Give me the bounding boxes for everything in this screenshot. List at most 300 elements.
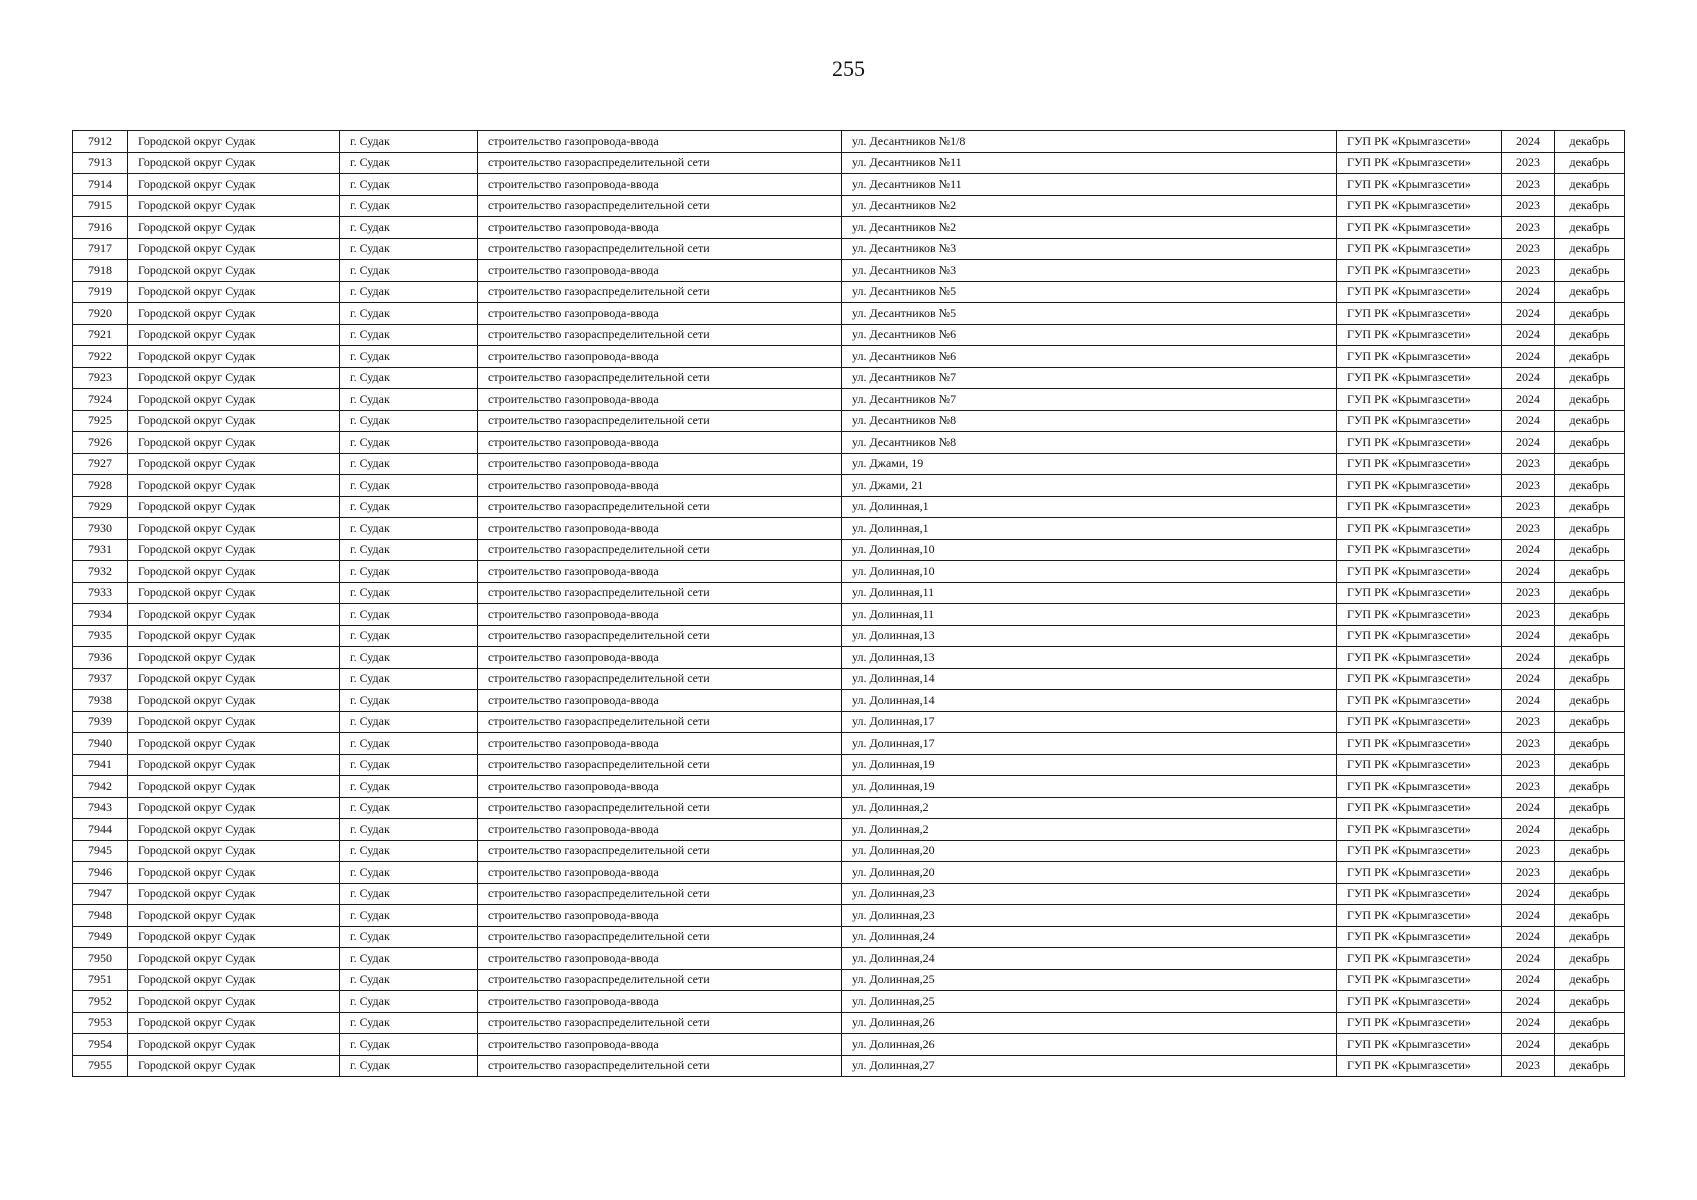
month-cell: декабрь — [1555, 1034, 1625, 1056]
table-row — [73, 647, 1625, 669]
address-cell: ул. Долинная,19 — [842, 754, 1337, 776]
work-type-cell: строительство газопровода-ввода — [478, 991, 842, 1013]
district-cell: Городской округ Судак — [128, 797, 340, 819]
district-cell: Городской округ Судак — [128, 926, 340, 948]
work-type-cell: строительство газопровода-ввода — [478, 518, 842, 540]
address-cell: ул. Десантников №7 — [842, 367, 1337, 389]
month-cell: декабрь — [1555, 690, 1625, 712]
year-cell: 2023 — [1502, 1055, 1555, 1077]
work-type-cell: строительство газопровода-ввода — [478, 475, 842, 497]
year-cell: 2023 — [1502, 453, 1555, 475]
address-cell: ул. Джами, 19 — [842, 453, 1337, 475]
row-number-cell: 7912 — [73, 131, 128, 153]
organization-cell: ГУП РК «Крымгазсети» — [1337, 1055, 1502, 1077]
organization-cell: ГУП РК «Крымгазсети» — [1337, 625, 1502, 647]
year-cell: 2024 — [1502, 303, 1555, 325]
month-cell: декабрь — [1555, 432, 1625, 454]
organization-cell: ГУП РК «Крымгазсети» — [1337, 410, 1502, 432]
organization-cell: ГУП РК «Крымгазсети» — [1337, 690, 1502, 712]
district-cell: Городской округ Судак — [128, 604, 340, 626]
city-cell: г. Судак — [340, 539, 478, 561]
month-cell: декабрь — [1555, 625, 1625, 647]
year-cell: 2023 — [1502, 238, 1555, 260]
district-cell: Городской округ Судак — [128, 324, 340, 346]
work-type-cell: строительство газопровода-ввода — [478, 432, 842, 454]
district-cell: Городской округ Судак — [128, 561, 340, 583]
work-type-cell: строительство газопровода-ввода — [478, 862, 842, 884]
row-number-cell: 7918 — [73, 260, 128, 282]
row-number-cell: 7953 — [73, 1012, 128, 1034]
organization-cell: ГУП РК «Крымгазсети» — [1337, 905, 1502, 927]
year-cell: 2023 — [1502, 582, 1555, 604]
work-type-cell: строительство газораспределительной сети — [478, 539, 842, 561]
month-cell: декабрь — [1555, 948, 1625, 970]
district-cell: Городской округ Судак — [128, 238, 340, 260]
city-cell: г. Судак — [340, 238, 478, 260]
city-cell: г. Судак — [340, 303, 478, 325]
year-cell: 2023 — [1502, 217, 1555, 239]
district-cell: Городской округ Судак — [128, 776, 340, 798]
table-row — [73, 367, 1625, 389]
table-row — [73, 776, 1625, 798]
address-cell: ул. Долинная,26 — [842, 1034, 1337, 1056]
address-cell: ул. Долинная,2 — [842, 797, 1337, 819]
work-type-cell: строительство газораспределительной сети — [478, 152, 842, 174]
district-cell: Городской округ Судак — [128, 453, 340, 475]
row-number-cell: 7938 — [73, 690, 128, 712]
table-row — [73, 432, 1625, 454]
month-cell: декабрь — [1555, 410, 1625, 432]
organization-cell: ГУП РК «Крымгазсети» — [1337, 948, 1502, 970]
work-type-cell: строительство газораспределительной сети — [478, 410, 842, 432]
address-cell: ул. Долинная,10 — [842, 539, 1337, 561]
work-type-cell: строительство газораспределительной сети — [478, 281, 842, 303]
organization-cell: ГУП РК «Крымгазсети» — [1337, 1012, 1502, 1034]
city-cell: г. Судак — [340, 1055, 478, 1077]
row-number-cell: 7926 — [73, 432, 128, 454]
city-cell: г. Судак — [340, 174, 478, 196]
organization-cell: ГУП РК «Крымгазсети» — [1337, 647, 1502, 669]
row-number-cell: 7929 — [73, 496, 128, 518]
year-cell: 2024 — [1502, 281, 1555, 303]
organization-cell: ГУП РК «Крымгазсети» — [1337, 238, 1502, 260]
table-row — [73, 410, 1625, 432]
work-type-cell: строительство газопровода-ввода — [478, 604, 842, 626]
month-cell: декабрь — [1555, 539, 1625, 561]
city-cell: г. Судак — [340, 260, 478, 282]
address-cell: ул. Долинная,25 — [842, 969, 1337, 991]
row-number-cell: 7936 — [73, 647, 128, 669]
organization-cell: ГУП РК «Крымгазсети» — [1337, 453, 1502, 475]
row-number-cell: 7922 — [73, 346, 128, 368]
work-type-cell: строительство газораспределительной сети — [478, 324, 842, 346]
organization-cell: ГУП РК «Крымгазсети» — [1337, 604, 1502, 626]
month-cell: декабрь — [1555, 453, 1625, 475]
month-cell: декабрь — [1555, 991, 1625, 1013]
month-cell: декабрь — [1555, 862, 1625, 884]
district-cell: Городской округ Судак — [128, 690, 340, 712]
district-cell: Городской округ Судак — [128, 389, 340, 411]
city-cell: г. Судак — [340, 453, 478, 475]
table-row — [73, 1012, 1625, 1034]
table-row — [73, 905, 1625, 927]
row-number-cell: 7933 — [73, 582, 128, 604]
address-cell: ул. Долинная,23 — [842, 883, 1337, 905]
work-type-cell: строительство газораспределительной сети — [478, 754, 842, 776]
work-type-cell: строительство газопровода-ввода — [478, 776, 842, 798]
month-cell: декабрь — [1555, 281, 1625, 303]
year-cell: 2024 — [1502, 668, 1555, 690]
address-cell: ул. Долинная,25 — [842, 991, 1337, 1013]
row-number-cell: 7935 — [73, 625, 128, 647]
city-cell: г. Судак — [340, 217, 478, 239]
row-number-cell: 7927 — [73, 453, 128, 475]
table-row — [73, 389, 1625, 411]
year-cell: 2023 — [1502, 174, 1555, 196]
district-cell: Городской округ Судак — [128, 432, 340, 454]
table-row — [73, 948, 1625, 970]
address-cell: ул. Десантников №3 — [842, 238, 1337, 260]
organization-cell: ГУП РК «Крымгазсети» — [1337, 367, 1502, 389]
district-cell: Городской округ Судак — [128, 819, 340, 841]
work-type-cell: строительство газораспределительной сети — [478, 1055, 842, 1077]
table-row — [73, 625, 1625, 647]
month-cell: декабрь — [1555, 711, 1625, 733]
year-cell: 2024 — [1502, 819, 1555, 841]
district-cell: Городской округ Судак — [128, 862, 340, 884]
city-cell: г. Судак — [340, 625, 478, 647]
row-number-cell: 7913 — [73, 152, 128, 174]
row-number-cell: 7932 — [73, 561, 128, 583]
row-number-cell: 7941 — [73, 754, 128, 776]
row-number-cell: 7925 — [73, 410, 128, 432]
row-number-cell: 7921 — [73, 324, 128, 346]
organization-cell: ГУП РК «Крымгазсети» — [1337, 561, 1502, 583]
district-cell: Городской округ Судак — [128, 883, 340, 905]
district-cell: Городской округ Судак — [128, 303, 340, 325]
organization-cell: ГУП РК «Крымгазсети» — [1337, 776, 1502, 798]
organization-cell: ГУП РК «Крымгазсети» — [1337, 195, 1502, 217]
row-number-cell: 7934 — [73, 604, 128, 626]
work-type-cell: строительство газопровода-ввода — [478, 131, 842, 153]
year-cell: 2023 — [1502, 152, 1555, 174]
table-row — [73, 883, 1625, 905]
city-cell: г. Судак — [340, 582, 478, 604]
month-cell: декабрь — [1555, 647, 1625, 669]
row-number-cell: 7942 — [73, 776, 128, 798]
district-cell: Городской округ Судак — [128, 496, 340, 518]
table-row — [73, 453, 1625, 475]
district-cell: Городской округ Судак — [128, 195, 340, 217]
organization-cell: ГУП РК «Крымгазсети» — [1337, 346, 1502, 368]
row-number-cell: 7954 — [73, 1034, 128, 1056]
organization-cell: ГУП РК «Крымгазсети» — [1337, 496, 1502, 518]
table-row — [73, 131, 1625, 153]
organization-cell: ГУП РК «Крымгазсети» — [1337, 840, 1502, 862]
month-cell: декабрь — [1555, 668, 1625, 690]
work-type-cell: строительство газораспределительной сети — [478, 840, 842, 862]
district-cell: Городской округ Судак — [128, 475, 340, 497]
work-type-cell: строительство газораспределительной сети — [478, 926, 842, 948]
city-cell: г. Судак — [340, 690, 478, 712]
month-cell: декабрь — [1555, 819, 1625, 841]
district-cell: Городской округ Судак — [128, 518, 340, 540]
work-type-cell: строительство газораспределительной сети — [478, 883, 842, 905]
district-cell: Городской округ Судак — [128, 647, 340, 669]
address-cell: ул. Долинная,14 — [842, 668, 1337, 690]
work-type-cell: строительство газопровода-ввода — [478, 217, 842, 239]
year-cell: 2023 — [1502, 840, 1555, 862]
month-cell: декабрь — [1555, 754, 1625, 776]
address-cell: ул. Долинная,10 — [842, 561, 1337, 583]
work-type-cell: строительство газопровода-ввода — [478, 453, 842, 475]
table-row — [73, 711, 1625, 733]
year-cell: 2024 — [1502, 991, 1555, 1013]
city-cell: г. Судак — [340, 152, 478, 174]
table-row — [73, 303, 1625, 325]
city-cell: г. Судак — [340, 496, 478, 518]
organization-cell: ГУП РК «Крымгазсети» — [1337, 862, 1502, 884]
address-cell: ул. Десантников №1/8 — [842, 131, 1337, 153]
organization-cell: ГУП РК «Крымгазсети» — [1337, 281, 1502, 303]
organization-cell: ГУП РК «Крымгазсети» — [1337, 668, 1502, 690]
district-cell: Городской округ Судак — [128, 754, 340, 776]
table-row — [73, 346, 1625, 368]
address-cell: ул. Долинная,19 — [842, 776, 1337, 798]
district-cell: Городской округ Судак — [128, 1055, 340, 1077]
month-cell: декабрь — [1555, 195, 1625, 217]
district-cell: Городской округ Судак — [128, 625, 340, 647]
address-cell: ул. Долинная,11 — [842, 582, 1337, 604]
city-cell: г. Судак — [340, 776, 478, 798]
table-row — [73, 1055, 1625, 1077]
row-number-cell: 7940 — [73, 733, 128, 755]
city-cell: г. Судак — [340, 604, 478, 626]
year-cell: 2024 — [1502, 926, 1555, 948]
month-cell: декабрь — [1555, 260, 1625, 282]
address-cell: ул. Десантников №3 — [842, 260, 1337, 282]
row-number-cell: 7952 — [73, 991, 128, 1013]
row-number-cell: 7951 — [73, 969, 128, 991]
address-cell: ул. Долинная,13 — [842, 625, 1337, 647]
month-cell: декабрь — [1555, 238, 1625, 260]
address-cell: ул. Долинная,11 — [842, 604, 1337, 626]
month-cell: декабрь — [1555, 475, 1625, 497]
city-cell: г. Судак — [340, 668, 478, 690]
city-cell: г. Судак — [340, 432, 478, 454]
district-cell: Городской округ Судак — [128, 152, 340, 174]
month-cell: декабрь — [1555, 883, 1625, 905]
table-row — [73, 733, 1625, 755]
table-row — [73, 475, 1625, 497]
table-row — [73, 797, 1625, 819]
address-cell: ул. Десантников №2 — [842, 195, 1337, 217]
district-cell: Городской округ Судак — [128, 991, 340, 1013]
month-cell: декабрь — [1555, 152, 1625, 174]
year-cell: 2024 — [1502, 647, 1555, 669]
address-cell: ул. Долинная,1 — [842, 518, 1337, 540]
address-cell: ул. Десантников №2 — [842, 217, 1337, 239]
table-row — [73, 217, 1625, 239]
work-type-cell: строительство газораспределительной сети — [478, 195, 842, 217]
city-cell: г. Судак — [340, 281, 478, 303]
year-cell: 2024 — [1502, 797, 1555, 819]
organization-cell: ГУП РК «Крымгазсети» — [1337, 518, 1502, 540]
district-cell: Городской округ Судак — [128, 582, 340, 604]
year-cell: 2024 — [1502, 539, 1555, 561]
district-cell: Городской округ Судак — [128, 733, 340, 755]
table-row — [73, 518, 1625, 540]
organization-cell: ГУП РК «Крымгазсети» — [1337, 260, 1502, 282]
organization-cell: ГУП РК «Крымгазсети» — [1337, 819, 1502, 841]
organization-cell: ГУП РК «Крымгазсети» — [1337, 389, 1502, 411]
year-cell: 2024 — [1502, 432, 1555, 454]
work-type-cell: строительство газопровода-ввода — [478, 733, 842, 755]
district-cell: Городской округ Судак — [128, 260, 340, 282]
address-cell: ул. Долинная,2 — [842, 819, 1337, 841]
organization-cell: ГУП РК «Крымгазсети» — [1337, 797, 1502, 819]
table-row — [73, 238, 1625, 260]
address-cell: ул. Долинная,26 — [842, 1012, 1337, 1034]
year-cell: 2023 — [1502, 733, 1555, 755]
month-cell: декабрь — [1555, 1012, 1625, 1034]
district-cell: Городской округ Судак — [128, 840, 340, 862]
year-cell: 2023 — [1502, 604, 1555, 626]
table-row — [73, 991, 1625, 1013]
work-type-cell: строительство газопровода-ввода — [478, 561, 842, 583]
address-cell: ул. Джами, 21 — [842, 475, 1337, 497]
year-cell: 2024 — [1502, 561, 1555, 583]
year-cell: 2024 — [1502, 948, 1555, 970]
work-type-cell: строительство газопровода-ввода — [478, 303, 842, 325]
address-cell: ул. Десантников №6 — [842, 346, 1337, 368]
address-cell: ул. Долинная,23 — [842, 905, 1337, 927]
month-cell: декабрь — [1555, 604, 1625, 626]
work-type-cell: строительство газопровода-ввода — [478, 174, 842, 196]
organization-cell: ГУП РК «Крымгазсети» — [1337, 303, 1502, 325]
district-cell: Городской округ Судак — [128, 1012, 340, 1034]
address-cell: ул. Десантников №5 — [842, 281, 1337, 303]
table-row — [73, 926, 1625, 948]
city-cell: г. Судак — [340, 711, 478, 733]
city-cell: г. Судак — [340, 475, 478, 497]
city-cell: г. Судак — [340, 905, 478, 927]
year-cell: 2024 — [1502, 883, 1555, 905]
district-cell: Городской округ Судак — [128, 174, 340, 196]
city-cell: г. Судак — [340, 840, 478, 862]
city-cell: г. Судак — [340, 819, 478, 841]
row-number-cell: 7944 — [73, 819, 128, 841]
district-cell: Городской округ Судак — [128, 905, 340, 927]
city-cell: г. Судак — [340, 754, 478, 776]
address-cell: ул. Десантников №8 — [842, 410, 1337, 432]
organization-cell: ГУП РК «Крымгазсети» — [1337, 217, 1502, 239]
month-cell: декабрь — [1555, 797, 1625, 819]
district-cell: Городской округ Судак — [128, 539, 340, 561]
district-cell: Городской округ Судак — [128, 410, 340, 432]
work-type-cell: строительство газораспределительной сети — [478, 969, 842, 991]
table-row — [73, 690, 1625, 712]
work-type-cell: строительство газопровода-ввода — [478, 346, 842, 368]
row-number-cell: 7949 — [73, 926, 128, 948]
address-cell: ул. Десантников №11 — [842, 174, 1337, 196]
year-cell: 2024 — [1502, 1034, 1555, 1056]
district-cell: Городской округ Судак — [128, 217, 340, 239]
row-number-cell: 7917 — [73, 238, 128, 260]
organization-cell: ГУП РК «Крымгазсети» — [1337, 926, 1502, 948]
city-cell: г. Судак — [340, 991, 478, 1013]
month-cell: декабрь — [1555, 346, 1625, 368]
city-cell: г. Судак — [340, 518, 478, 540]
work-type-cell: строительство газораспределительной сети — [478, 797, 842, 819]
city-cell: г. Судак — [340, 797, 478, 819]
address-cell: ул. Долинная,20 — [842, 862, 1337, 884]
month-cell: декабрь — [1555, 582, 1625, 604]
year-cell: 2023 — [1502, 776, 1555, 798]
organization-cell: ГУП РК «Крымгазсети» — [1337, 539, 1502, 561]
district-cell: Городской округ Судак — [128, 346, 340, 368]
table-row — [73, 561, 1625, 583]
city-cell: г. Судак — [340, 647, 478, 669]
district-cell: Городской округ Судак — [128, 711, 340, 733]
table-row — [73, 496, 1625, 518]
address-cell: ул. Долинная,1 — [842, 496, 1337, 518]
year-cell: 2024 — [1502, 969, 1555, 991]
work-type-cell: строительство газораспределительной сети — [478, 582, 842, 604]
district-cell: Городской округ Судак — [128, 948, 340, 970]
month-cell: декабрь — [1555, 389, 1625, 411]
work-type-cell: строительство газопровода-ввода — [478, 819, 842, 841]
row-number-cell: 7930 — [73, 518, 128, 540]
year-cell: 2024 — [1502, 346, 1555, 368]
table-row — [73, 969, 1625, 991]
month-cell: декабрь — [1555, 1055, 1625, 1077]
city-cell: г. Судак — [340, 367, 478, 389]
city-cell: г. Судак — [340, 948, 478, 970]
table-row — [73, 174, 1625, 196]
work-type-cell: строительство газопровода-ввода — [478, 905, 842, 927]
row-number-cell: 7955 — [73, 1055, 128, 1077]
table-row — [73, 819, 1625, 841]
row-number-cell: 7915 — [73, 195, 128, 217]
organization-cell: ГУП РК «Крымгазсети» — [1337, 324, 1502, 346]
work-type-cell: строительство газопровода-ввода — [478, 1034, 842, 1056]
address-cell: ул. Долинная,27 — [842, 1055, 1337, 1077]
table-row — [73, 260, 1625, 282]
district-cell: Городской округ Судак — [128, 367, 340, 389]
address-cell: ул. Долинная,20 — [842, 840, 1337, 862]
address-cell: ул. Десантников №8 — [842, 432, 1337, 454]
organization-cell: ГУП РК «Крымгазсети» — [1337, 475, 1502, 497]
row-number-cell: 7943 — [73, 797, 128, 819]
row-number-cell: 7914 — [73, 174, 128, 196]
work-type-cell: строительство газопровода-ввода — [478, 948, 842, 970]
table-row — [73, 604, 1625, 626]
city-cell: г. Судак — [340, 131, 478, 153]
organization-cell: ГУП РК «Крымгазсети» — [1337, 131, 1502, 153]
work-type-cell: строительство газораспределительной сети — [478, 496, 842, 518]
year-cell: 2023 — [1502, 754, 1555, 776]
organization-cell: ГУП РК «Крымгазсети» — [1337, 711, 1502, 733]
city-cell: г. Судак — [340, 862, 478, 884]
address-cell: ул. Долинная,13 — [842, 647, 1337, 669]
organization-cell: ГУП РК «Крымгазсети» — [1337, 754, 1502, 776]
organization-cell: ГУП РК «Крымгазсети» — [1337, 969, 1502, 991]
address-cell: ул. Десантников №5 — [842, 303, 1337, 325]
city-cell: г. Судак — [340, 733, 478, 755]
row-number-cell: 7919 — [73, 281, 128, 303]
organization-cell: ГУП РК «Крымгазсети» — [1337, 432, 1502, 454]
